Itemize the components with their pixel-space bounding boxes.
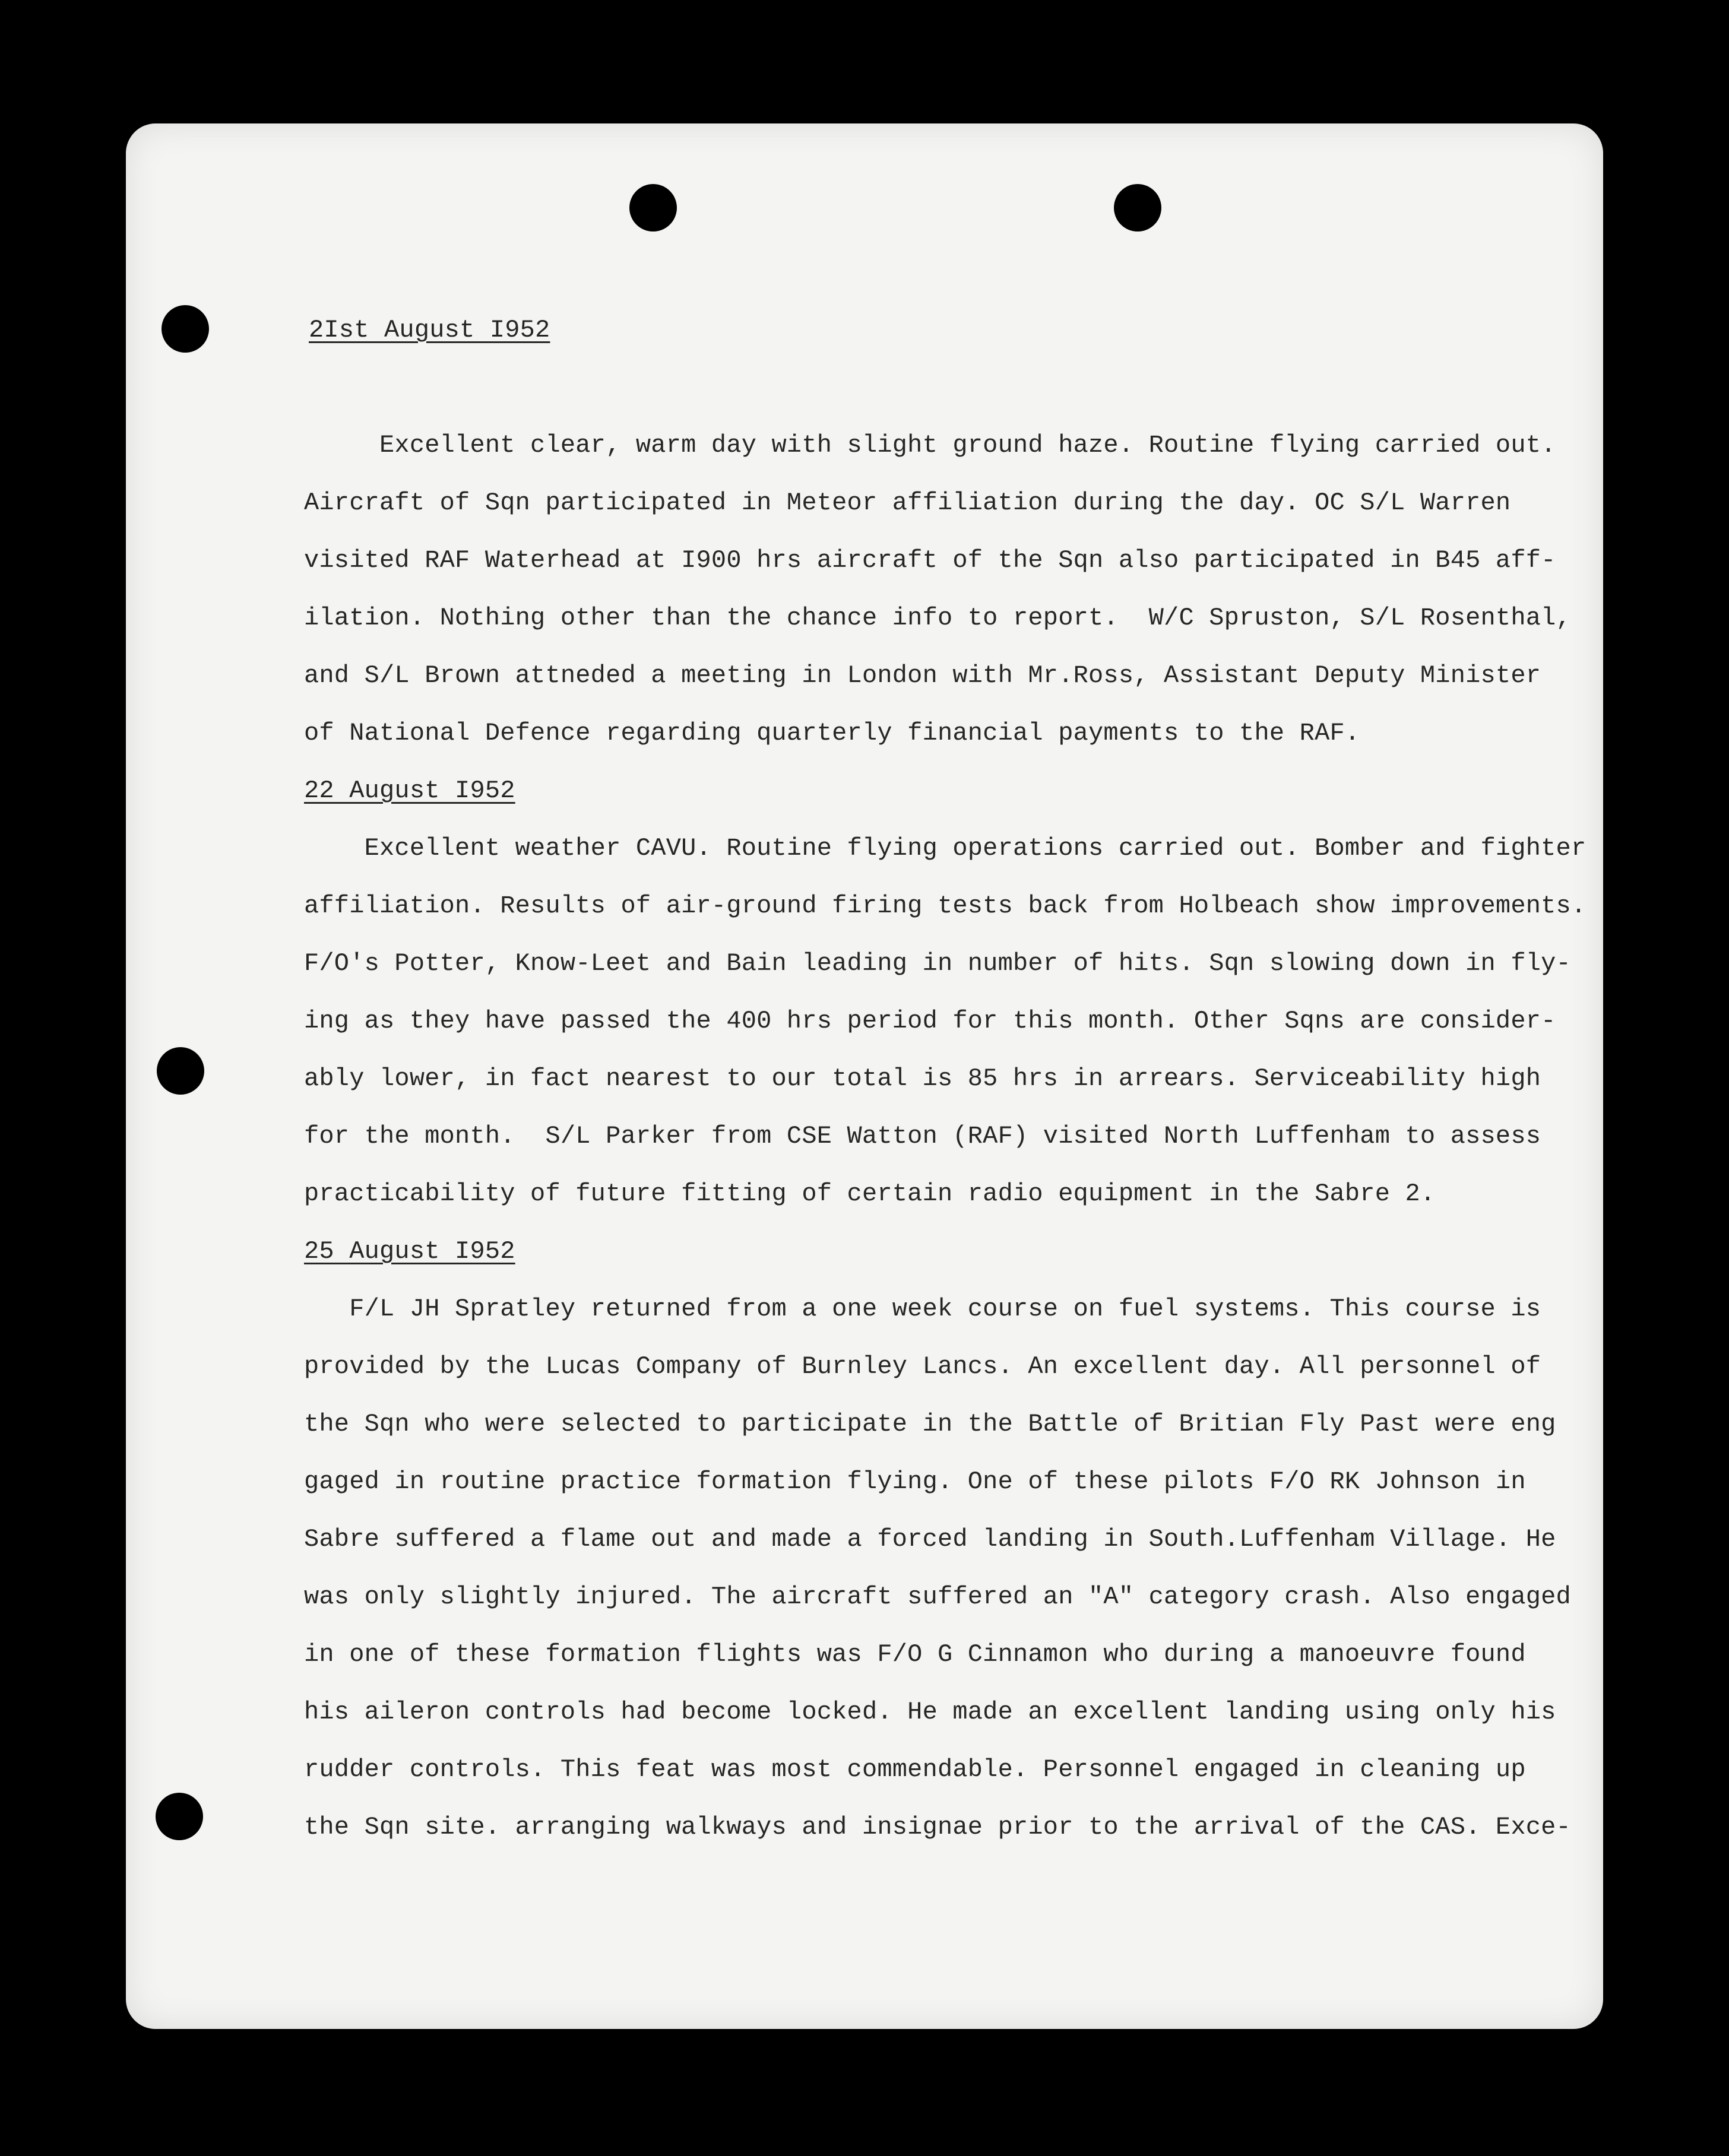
- text-line: F/L JH Spratley returned from a one week course on fuel systems. This course is: [304, 1295, 1541, 1323]
- text-line: Excellent weather CAVU. Routine flying operations carried out. Bomber and fighter: [304, 834, 1586, 863]
- text-line: rudder controls. This feat was most commendable. Personnel engaged in cleaning up: [304, 1755, 1526, 1784]
- text-line: practicability of future fitting of certain radio equipment in the Sabre 2.: [304, 1180, 1436, 1208]
- text-line: ably lower, in fact nearest to our total is 85 hrs in arrears. Serviceability high: [304, 1064, 1541, 1093]
- text-line: his aileron controls had become locked. He made an excellent landing using only his: [304, 1698, 1556, 1726]
- text-line: F/O's Potter, Know-Leet and Bain leading in number of hits. Sqn slowing down in fly-: [304, 949, 1571, 978]
- punch-hole-top-left: [629, 184, 677, 232]
- text-line: Excellent clear, warm day with slight ground haze. Routine flying carried out.: [304, 431, 1556, 459]
- text-line: the Sqn who were selected to participate in the Battle of Britian Fly Past were eng: [304, 1410, 1556, 1438]
- text-line: ing as they have passed the 400 hrs period for this month. Other Sqns are consider-: [304, 1007, 1556, 1035]
- text-line: was only slightly injured. The aircraft suffered an "A" category crash. Also engaged: [304, 1583, 1571, 1611]
- text-line: in one of these formation flights was F/O G Cinnamon who during a manoeuvre found: [304, 1640, 1526, 1669]
- log-entry: [304, 302, 1586, 762]
- punch-hole-top-right: [1114, 184, 1161, 232]
- text-line: provided by the Lucas Company of Burnley Lancs. An excellent day. All personnel of: [304, 1352, 1541, 1381]
- log-entry: [304, 762, 1586, 1223]
- text-line: for the month. S/L Parker from CSE Watton (RAF) visited North Luffenham to assess: [304, 1122, 1541, 1150]
- entry-date: 2Ist August I952: [309, 316, 550, 344]
- document-page: [126, 123, 1603, 2029]
- text-line: visited RAF Waterhead at I900 hrs aircraft of the Sqn also participated in B45 aff-: [304, 546, 1556, 575]
- typed-log-text: [304, 302, 1586, 1856]
- text-line: Aircraft of Sqn participated in Meteor affiliation during the day. OC S/L Warren: [304, 489, 1511, 517]
- text-line: Sabre suffered a flame out and made a forced landing in South.Luffenham Village. He: [304, 1525, 1556, 1553]
- text-line: gaged in routine practice formation flying. One of these pilots F/O RK Johnson in: [304, 1467, 1526, 1496]
- punch-hole-side-bottom: [156, 1793, 203, 1840]
- text-line: ilation. Nothing other than the chance info to report. W/C Spruston, S/L Rosenthal,: [304, 604, 1571, 632]
- text-line: affiliation. Results of air-ground firing tests back from Holbeach show improvements.: [304, 892, 1586, 920]
- punch-hole-side-top: [162, 305, 209, 353]
- entry-date: 25 August I952: [304, 1237, 515, 1266]
- text-line: the Sqn site. arranging walkways and insignae prior to the arrival of the CAS. Exce-: [304, 1813, 1571, 1841]
- text-line: of National Defence regarding quarterly financial payments to the RAF.: [304, 719, 1360, 747]
- punch-hole-side-middle: [157, 1047, 204, 1095]
- text-line: and S/L Brown attneded a meeting in London with Mr.Ross, Assistant Deputy Minister: [304, 661, 1541, 690]
- log-entry: [304, 1223, 1586, 1856]
- entry-date: 22 August I952: [304, 776, 515, 805]
